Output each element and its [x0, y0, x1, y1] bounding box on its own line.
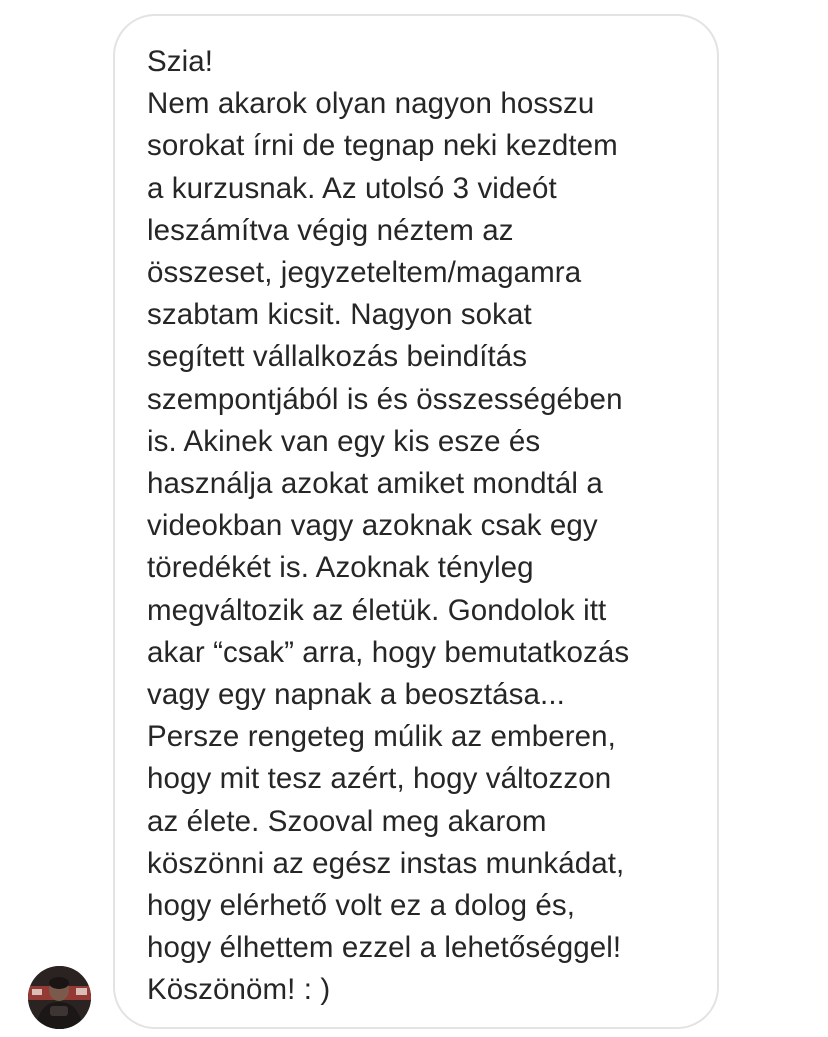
message-line: köszönni az egész instas munkádat,: [147, 846, 625, 880]
message-line: Nem akarok olyan nagyon hosszu: [147, 87, 595, 121]
message-line: megváltozik az életük. Gondolok itt: [147, 593, 607, 627]
message-line: szabtam kicsit. Nagyon sokat: [147, 298, 532, 332]
message-line: Szia!: [147, 45, 214, 78]
message-line: töredékét is. Azoknak tényleg: [147, 551, 534, 585]
user-avatar-photo-icon: [28, 966, 91, 1029]
message-line: Köszönöm! : ): [147, 973, 331, 1007]
message-line: akar “csak” arra, hogy bemutatkozás: [147, 635, 630, 669]
message-line: összeset, jegyzeteltem/magamra: [147, 256, 582, 290]
message-line: szempontjából is és összességében: [147, 382, 623, 416]
message-line: segített vállalkozás beindítás: [147, 340, 528, 374]
message-line: is. Akinek van egy kis esze és: [147, 424, 541, 458]
message-line: sorokat írni de tegnap neki kezdtem: [147, 129, 618, 163]
message-line: hogy mit tesz azért, hogy változzon: [147, 762, 612, 796]
message-line: Persze rengeteg múlik az emberen,: [147, 720, 616, 754]
message-line: leszámítva végig néztem az: [147, 213, 514, 247]
message-line: hogy elérhető volt ez a dolog és,: [147, 889, 576, 923]
message-line: videokban vagy azoknak csak egy: [147, 509, 598, 543]
message-line: hogy élhettem ezzel a lehetőséggel!: [147, 931, 622, 965]
message-bubble[interactable]: [113, 14, 719, 1029]
message-line: vagy egy napnak a beosztása...: [147, 678, 565, 712]
message-line: a kurzusnak. Az utolsó 3 videót: [147, 171, 557, 205]
message-line: az élete. Szooval meg akarom: [147, 804, 547, 838]
sender-avatar[interactable]: [28, 966, 91, 1029]
message-line: használja azokat amiket mondtál a: [147, 467, 603, 501]
